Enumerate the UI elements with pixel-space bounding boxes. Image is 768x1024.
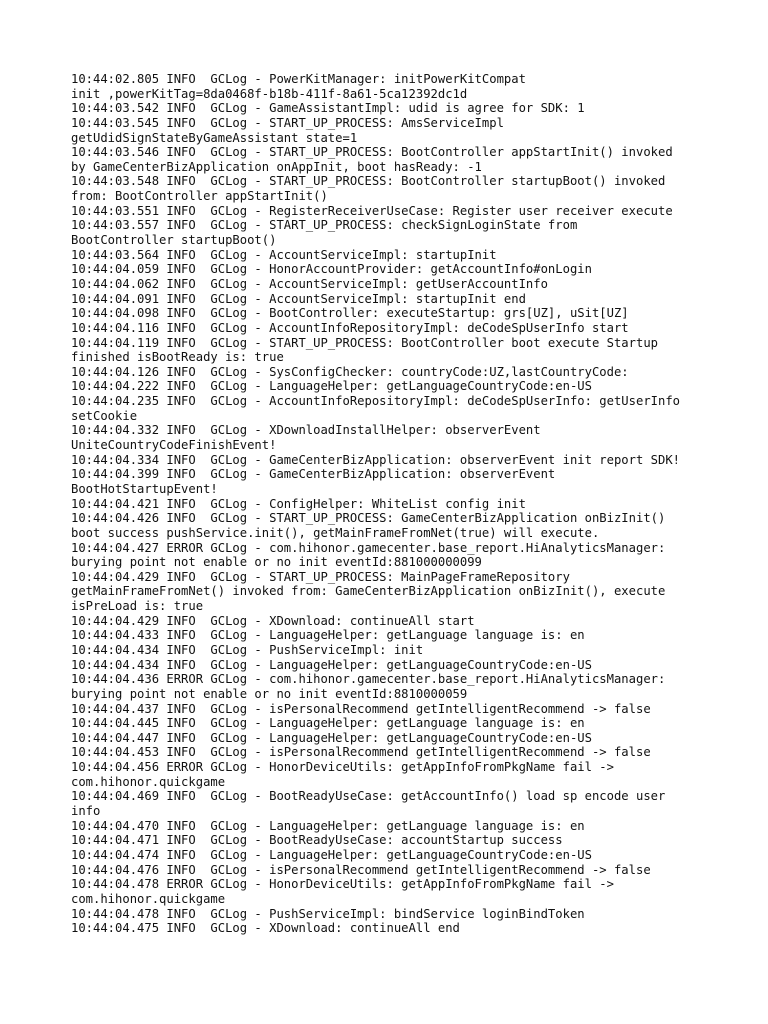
- log-line: 10:44:04.474 INFO GCLog - LanguageHelper: getLanguageCountryCode:en-US: [71, 847, 592, 862]
- log-line: 10:44:04.059 INFO GCLog - HonorAccountProvider: getAccountInfo#onLogin: [71, 262, 592, 277]
- log-line: UniteCountryCodeFinishEvent!: [71, 438, 277, 453]
- log-line: 10:44:04.478 ERROR GCLog - HonorDeviceUtils: getAppInfoFromPkgName fail ->: [71, 877, 614, 892]
- log-line: setCookie: [71, 408, 138, 423]
- log-line: 10:44:03.551 INFO GCLog - RegisterReceiverUseCase: Register user receiver execute: [71, 203, 673, 218]
- log-line: 10:44:03.542 INFO GCLog - GameAssistantImpl: udid is agree for SDK: 1: [71, 101, 585, 116]
- log-line: com.hihonor.quickgame: [71, 891, 226, 906]
- log-line: boot success pushService.init(), getMainFrameFromNet(true) will execute.: [71, 525, 600, 540]
- log-line: BootController startupBoot(): [71, 233, 277, 248]
- log-line: 10:44:04.453 INFO GCLog - isPersonalRecommend getIntelligentRecommend -> false: [71, 745, 651, 760]
- log-line: 10:44:04.445 INFO GCLog - LanguageHelper: getLanguage language is: en: [71, 716, 585, 731]
- log-line: getMainFrameFromNet() invoked from: GameCenterBizApplication onBizInit(), execute: [71, 584, 666, 599]
- log-line: BootHotStartupEvent!: [71, 481, 218, 496]
- log-line: getUdidSignStateByGameAssistant state=1: [71, 130, 358, 145]
- log-line: 10:44:03.546 INFO GCLog - START_UP_PROCESS: BootController appStartInit() invoked: [71, 145, 673, 160]
- log-line: 10:44:04.426 INFO GCLog - START_UP_PROCESS: GameCenterBizApplication onBizInit(): [71, 511, 666, 526]
- log-line: 10:44:04.436 ERROR GCLog - com.hihonor.gamecenter.base_report.HiAnalyticsManager:: [71, 672, 666, 687]
- log-line: 10:44:04.471 INFO GCLog - BootReadyUseCase: accountStartup success: [71, 833, 563, 848]
- log-line: 10:44:03.557 INFO GCLog - START_UP_PROCESS: checkSignLoginState from: [71, 218, 578, 233]
- log-line: 10:44:04.222 INFO GCLog - LanguageHelper: getLanguageCountryCode:en-US: [71, 379, 592, 394]
- log-line: 10:44:04.332 INFO GCLog - XDownloadInstallHelper: observerEvent: [71, 423, 541, 438]
- log-line: 10:44:04.470 INFO GCLog - LanguageHelper: getLanguage language is: en: [71, 818, 585, 833]
- log-line: 10:44:04.434 INFO GCLog - PushServiceImpl: init: [71, 642, 424, 657]
- log-line: 10:44:04.476 INFO GCLog - isPersonalRecommend getIntelligentRecommend -> false: [71, 862, 651, 877]
- log-line: 10:44:04.437 INFO GCLog - isPersonalRecommend getIntelligentRecommend -> false: [71, 701, 651, 716]
- log-line: 10:44:04.421 INFO GCLog - ConfigHelper: WhiteList config init: [71, 496, 526, 511]
- log-line: 10:44:04.235 INFO GCLog - AccountInfoRepositoryImpl: deCodeSpUserInfo: getUserInfo: [71, 394, 681, 409]
- log-line: 10:44:03.545 INFO GCLog - START_UP_PROCESS: AmsServiceImpl: [71, 115, 504, 130]
- log-line: 10:44:04.119 INFO GCLog - START_UP_PROCESS: BootController boot execute Startup: [71, 335, 658, 350]
- log-line: 10:44:04.456 ERROR GCLog - HonorDeviceUtils: getAppInfoFromPkgName fail ->: [71, 760, 614, 775]
- log-line: 10:44:04.098 INFO GCLog - BootController: executeStartup: grs[UZ], uSit[UZ]: [71, 306, 629, 321]
- log-line: 10:44:04.116 INFO GCLog - AccountInfoRepositoryImpl: deCodeSpUserInfo start: [71, 320, 629, 335]
- log-line: 10:44:03.548 INFO GCLog - START_UP_PROCESS: BootController startupBoot() invoked: [71, 174, 666, 189]
- log-line: 10:44:04.447 INFO GCLog - LanguageHelper: getLanguageCountryCode:en-US: [71, 730, 592, 745]
- log-line: 10:44:04.126 INFO GCLog - SysConfigChecker: countryCode:UZ,lastCountryCode:: [71, 364, 629, 379]
- log-line: burying point not enable or no init eventId:8810000059: [71, 686, 468, 701]
- log-line: info: [71, 804, 101, 819]
- log-line: 10:44:04.429 INFO GCLog - START_UP_PROCESS: MainPageFrameRepository: [71, 569, 570, 584]
- log-line: by GameCenterBizApplication onAppInit, boot hasReady: -1: [71, 159, 482, 174]
- log-line: 10:44:02.805 INFO GCLog - PowerKitManager: initPowerKitCompat: [71, 72, 526, 86]
- log-line: isPreLoad is: true: [71, 599, 204, 614]
- log-line: 10:44:04.062 INFO GCLog - AccountServiceImpl: getUserAccountInfo: [71, 276, 548, 291]
- log-line: 10:44:04.433 INFO GCLog - LanguageHelper: getLanguage language is: en: [71, 628, 585, 643]
- log-line: burying point not enable or no init eventId:881000000099: [71, 555, 482, 570]
- log-line: 10:44:04.478 INFO GCLog - PushServiceImpl: bindService loginBindToken: [71, 906, 585, 921]
- log-line: com.hihonor.quickgame: [71, 774, 226, 789]
- log-text-block: [71, 72, 711, 936]
- log-line: 10:44:04.475 INFO GCLog - XDownload: continueAll end: [71, 921, 460, 936]
- log-line: finished isBootReady is: true: [71, 350, 284, 365]
- log-line: 10:44:04.091 INFO GCLog - AccountServiceImpl: startupInit end: [71, 291, 526, 306]
- log-line: 10:44:03.564 INFO GCLog - AccountServiceImpl: startupInit: [71, 247, 497, 262]
- log-line: 10:44:04.399 INFO GCLog - GameCenterBizApplication: observerEvent: [71, 467, 556, 482]
- log-line: 10:44:04.334 INFO GCLog - GameCenterBizApplication: observerEvent init report SDK!: [71, 452, 681, 467]
- log-line: 10:44:04.427 ERROR GCLog - com.hihonor.gamecenter.base_report.HiAnalyticsManager:: [71, 540, 666, 555]
- log-line: from: BootController appStartInit(): [71, 189, 328, 204]
- log-line: 10:44:04.429 INFO GCLog - XDownload: continueAll start: [71, 613, 475, 628]
- log-line: init ,powerKitTag=8da0468f-b18b-411f-8a61-5ca12392dc1d: [71, 86, 468, 101]
- log-line: 10:44:04.434 INFO GCLog - LanguageHelper: getLanguageCountryCode:en-US: [71, 657, 592, 672]
- log-line: 10:44:04.469 INFO GCLog - BootReadyUseCase: getAccountInfo() load sp encode user: [71, 789, 666, 804]
